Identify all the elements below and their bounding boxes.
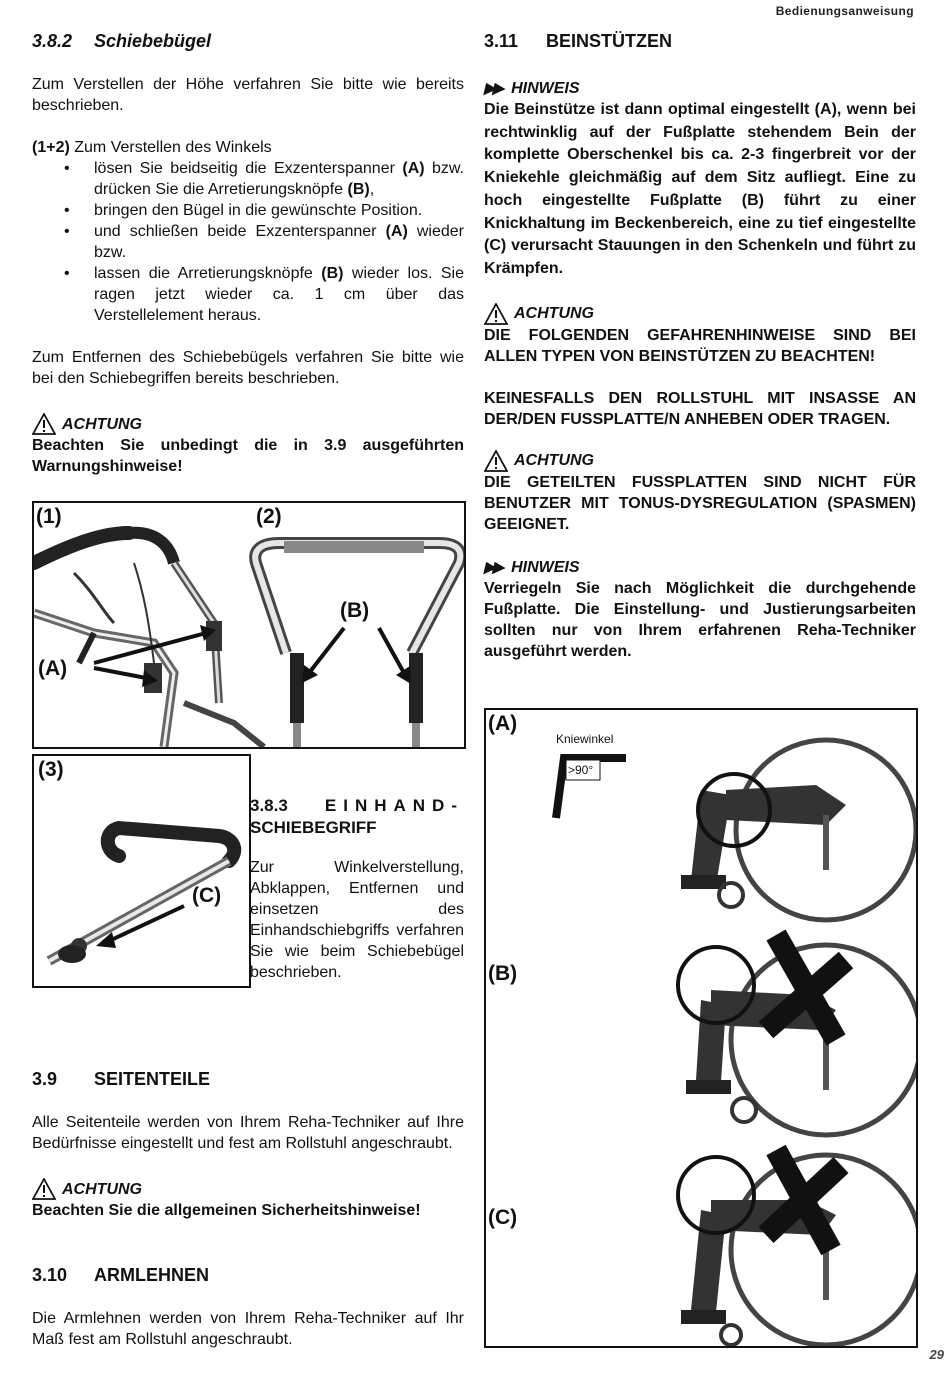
warning-title: ACHTUNG — [32, 413, 464, 435]
figure-label-c: (C) — [488, 1206, 518, 1229]
warning-text: Beachten Sie unbedingt die in 3.9 ausgeführten Warnungshinweise! — [32, 437, 464, 475]
figure-label-a: (A) — [488, 712, 518, 735]
hint-text: Verriegeln Sie nach Möglichkeit die durchgehende Fußplatte. Die Einstellung- und Justierungsarbeiten sollten nur von Ihrem erfahrenen Reha-Techniker ausgeführt werden. — [484, 579, 916, 660]
section-number: 3.8.3 — [250, 796, 288, 815]
section-3-10 — [32, 1264, 464, 1350]
warning-text: DIE FOLGENDEN GEFAHRENHINWEISE SIND BEI ALLEN TYPEN VON BEINSTÜTZEN ZU BEACHTEN! — [484, 326, 916, 365]
push-bar-illustration — [34, 503, 464, 747]
intro-paragraph: Zum Verstellen der Höhe verfahren Sie bitte wie bereits beschrieben. — [32, 76, 464, 114]
list-item: • lassen die Arretierungsknöpfe (B) wieder los. Sie ragen jetzt wieder ca. 1 cm über das Verstellelement heraus. — [32, 263, 464, 326]
section-title: BEINSTÜTZEN — [546, 31, 672, 51]
section-title: Schiebebügel — [94, 31, 212, 51]
knee-angle-label: Kniewinkel — [556, 732, 614, 746]
warning-text: Beachten Sie die allgemeinen Sicherheitshinweise! — [32, 1202, 421, 1219]
figure-push-bar — [32, 501, 466, 749]
figure-one-hand-grip — [32, 754, 251, 988]
warning-text-2: KEINESFALLS DEN ROLLSTUHL MIT INSASSE AN DER/DEN FUSSPLATTE/N ANHEBEN ODER TRAGEN. — [484, 389, 916, 428]
document-header: Bedienungsanweisung — [775, 4, 914, 18]
body-paragraph: Die Armlehnen werden von Ihrem Reha-Techniker auf Ihr Maß fest am Rollstuhl angeschraubt. — [32, 1310, 464, 1348]
section-number: 3.9 — [32, 1069, 58, 1089]
warning-title: ACHTUNG — [484, 450, 916, 472]
section-number: 3.8.2 — [32, 31, 73, 51]
warning-text: DIE GETEILTEN FUSSPLATTEN SIND NICHT FÜR BENUTZER MIT TONUS-DYSREGULATION (SPASMEN) GEEIGNET. — [484, 473, 916, 533]
warning-title: ACHTUNG — [484, 303, 916, 325]
section-heading — [32, 30, 464, 52]
scene-a — [681, 740, 916, 920]
section-3-8-2 — [32, 30, 464, 477]
section-title: ARMLEHNEN — [94, 1265, 209, 1285]
remove-paragraph: Zum Entfernen des Schiebebügels verfahren Sie bitte wie bei den Schiebegriffen bereits beschrieben. — [32, 349, 464, 387]
figure-label-b: (B) — [340, 599, 370, 622]
figure-label-c: (C) — [192, 884, 222, 907]
figure-label-1: (1) — [36, 505, 62, 528]
section-number: 3.11 — [484, 31, 519, 51]
figure-label-2: (2) — [256, 505, 282, 528]
section-title-part1: EINHAND- — [324, 796, 464, 815]
list-item: • und schließen beide Exzenterspanner (A) wieder bzw. — [32, 221, 464, 263]
hint-text: Die Beinstütze ist dann optimal eingestellt (A), wenn bei rechtwinklig auf der Fußplatte stehendem Bein der komplette Oberschenkel bis ca. 2-3 fingerbreit vor der Kniekehle gleichmäßig auf dem Sitz aufliegt. Eine zu hoch eingestellte Fußplatte (B) führt zu einer Knickhaltung im Beckenbereich, eine zu tief eingestellte (C) verursacht Stauungen in den Schenkeln und führt zu Krämpfen. — [484, 101, 916, 277]
figure-leg-rest — [484, 708, 918, 1348]
section-heading — [250, 795, 464, 839]
steps-intro: (1+2) Zum Verstellen des Winkels — [32, 139, 272, 156]
hint-title: ▶▶ HINWEIS — [484, 80, 580, 97]
one-hand-grip-illustration — [34, 756, 249, 986]
section-heading — [32, 1068, 464, 1090]
section-heading — [32, 1264, 464, 1286]
body-paragraph: Alle Seitenteile werden von Ihrem Reha-Techniker auf Ihre Bedürfnisse eingestellt und fest am Rollstuhl angeschraubt. — [32, 1114, 464, 1152]
double-arrow-icon: ▶▶ — [484, 80, 502, 97]
section-heading — [484, 30, 916, 52]
steps-list — [32, 158, 464, 326]
section-3-9 — [32, 1068, 464, 1221]
warning-triangle-icon — [32, 413, 56, 435]
section-number: 3.10 — [32, 1265, 68, 1285]
section-title: SEITENTEILE — [94, 1069, 211, 1089]
warning-triangle-icon — [484, 303, 508, 325]
section-3-11 — [484, 30, 916, 662]
angle-value: >90° — [568, 763, 594, 777]
figure-label-3: (3) — [38, 758, 64, 781]
section-3-8-3 — [250, 795, 464, 983]
body-paragraph: Zur Winkelverstellung, Abklappen, Entfernen und einsetzen des Einhandschiebgriffs verfahren Sie wie beim Schiebebügel beschrieben. — [250, 859, 464, 981]
list-item: • bringen den Bügel in die gewünschte Position. — [32, 200, 464, 221]
warning-triangle-icon — [32, 1178, 56, 1200]
double-arrow-icon: ▶▶ — [484, 558, 502, 576]
page-number: 29 — [929, 1347, 944, 1362]
section-title-part2: SCHIEBEGRIFF — [250, 818, 377, 837]
leg-rest-illustration — [486, 710, 916, 1346]
list-item: • lösen Sie beidseitig die Exzenterspanner (A) bzw. drücken Sie die Arretierungsknöpfe (B), — [32, 158, 464, 200]
scene-c — [678, 1150, 916, 1345]
figure-label-a: (A) — [38, 657, 68, 680]
hint-title: ▶▶ HINWEIS — [484, 558, 580, 576]
warning-triangle-icon — [484, 450, 508, 472]
scene-b — [678, 935, 916, 1135]
figure-label-b: (B) — [488, 962, 518, 985]
warning-title: ACHTUNG — [32, 1178, 464, 1200]
